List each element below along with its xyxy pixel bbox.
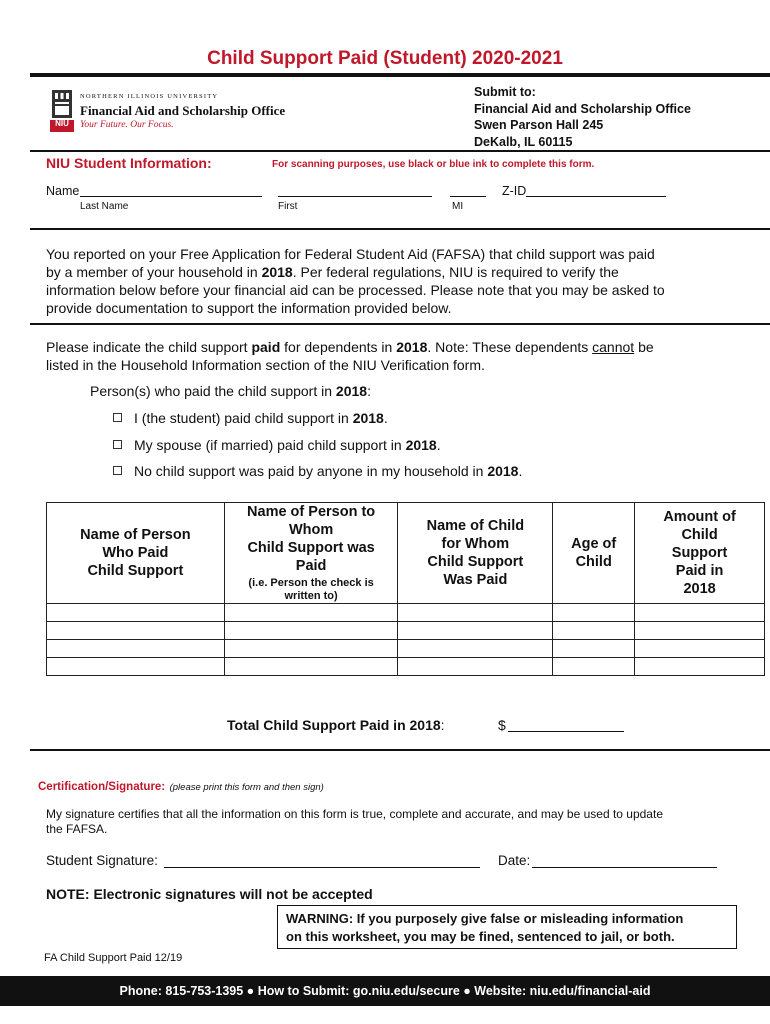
intro-line2: by a member of your household in 2018. Per federal regulations, NIU is required to verify the xyxy=(46,264,619,280)
mi-field[interactable] xyxy=(450,184,486,197)
total-rule xyxy=(30,749,770,751)
signature-label: Student Signature: xyxy=(46,853,158,868)
info-heading: NIU Student Information: xyxy=(46,155,212,171)
name-row xyxy=(46,184,79,198)
persons-heading: Person(s) who paid the child support in 2018: xyxy=(90,383,371,399)
cert-text: My signature certifies that all the information on this form is true, complete and accurate, and may be used to update the FAFSA. xyxy=(46,807,663,836)
logo-office: Financial Aid and Scholarship Office xyxy=(80,103,286,118)
logo-university: NORTHERN ILLINOIS UNIVERSITY xyxy=(80,93,219,100)
total-amount-field[interactable] xyxy=(508,719,624,732)
date-field[interactable] xyxy=(532,855,717,868)
first-caption: First xyxy=(278,201,298,212)
date-label: Date: xyxy=(498,853,531,868)
checkbox-icon[interactable] xyxy=(113,440,122,449)
warning-box: WARNING: If you purposely give false or misleading information on this worksheet, you may be fined, sentenced to jail, or both. xyxy=(277,905,737,949)
option-student[interactable]: I (the student) paid child support in 2018. xyxy=(113,410,388,426)
instr-line1: Please indicate the child support paid for dependents in 2018. Note: These dependents cannot be xyxy=(46,339,654,355)
last-name-field[interactable] xyxy=(80,184,262,197)
table-row[interactable] xyxy=(47,640,765,658)
title-rule xyxy=(30,73,770,77)
header-rule xyxy=(30,150,770,152)
intro-line4: provide documentation to support the information provided below. xyxy=(46,300,452,316)
table-header xyxy=(47,503,765,604)
option-spouse[interactable]: My spouse (if married) paid child support in 2018. xyxy=(113,437,441,453)
footer-bar: Phone: 815-753-1395 ● How to Submit: go.niu.edu/secure ● Website: niu.edu/financial-aid xyxy=(0,976,770,1006)
name-label: Name xyxy=(46,184,80,198)
esig-note: NOTE: Electronic signatures will not be accepted xyxy=(46,886,373,902)
intro-line3: information below before your financial aid can be processed. Please note that you may be asked to xyxy=(46,282,665,298)
intro-rule xyxy=(30,323,770,325)
zid-field[interactable] xyxy=(526,184,666,197)
cert-heading-row xyxy=(38,777,324,795)
header-recipient: Name of Person to Whom Child Support was Paid (i.e. Person the check is written to) xyxy=(224,503,398,604)
option-none[interactable]: No child support was paid by anyone in my household in 2018. xyxy=(113,463,522,479)
header-amount: Amount of Child Support Paid in 2018 xyxy=(635,503,765,604)
last-name-caption: Last Name xyxy=(80,201,129,212)
checkbox-icon[interactable] xyxy=(113,413,122,422)
table-row[interactable] xyxy=(47,622,765,640)
logo-badge: NIU xyxy=(55,119,69,128)
table-row[interactable] xyxy=(47,604,765,622)
submit-heading: Submit to: xyxy=(474,85,536,99)
table-row[interactable] xyxy=(47,658,765,676)
submit-line2: Swen Parson Hall 245 xyxy=(474,118,604,132)
submit-line3: DeKalb, IL 60115 xyxy=(474,134,573,149)
mi-caption: MI xyxy=(452,201,464,212)
form-id: FA Child Support Paid 12/19 xyxy=(44,952,183,964)
zid-label: Z-ID xyxy=(502,184,527,198)
page-title: Child Support Paid (Student) 2020-2021 xyxy=(207,48,563,69)
submit-line1: Financial Aid and Scholarship Office xyxy=(474,101,691,116)
logo-tagline: Your Future. Our Focus. xyxy=(80,120,174,130)
submit-block xyxy=(474,84,691,150)
cert-sub: (please print this form and then sign) xyxy=(169,782,324,793)
total-dollar: $ xyxy=(498,717,506,733)
intro-line1: You reported on your Free Application for Federal Student Aid (FAFSA) that child support was paid xyxy=(46,246,655,262)
header-payer: Name of Person Who Paid Child Support xyxy=(47,503,225,604)
checkbox-icon[interactable] xyxy=(113,466,122,475)
header-age: Age of Child xyxy=(553,503,635,604)
instructions xyxy=(46,338,766,374)
first-name-field[interactable] xyxy=(278,184,432,197)
cert-heading: Certification/Signature: xyxy=(38,781,166,793)
child-support-table xyxy=(46,502,765,676)
header-child: Name of Child for Whom Child Support Was Paid xyxy=(398,503,553,604)
info-note: For scanning purposes, use black or blue ink to complete this form. xyxy=(272,159,595,170)
intro-paragraph xyxy=(46,245,766,317)
instr-line2: listed in the Household Information section of the NIU Verification form. xyxy=(46,357,485,373)
signature-field[interactable] xyxy=(164,855,480,868)
total-label: Total Child Support Paid in 2018: xyxy=(227,717,445,733)
info-rule xyxy=(30,228,770,230)
